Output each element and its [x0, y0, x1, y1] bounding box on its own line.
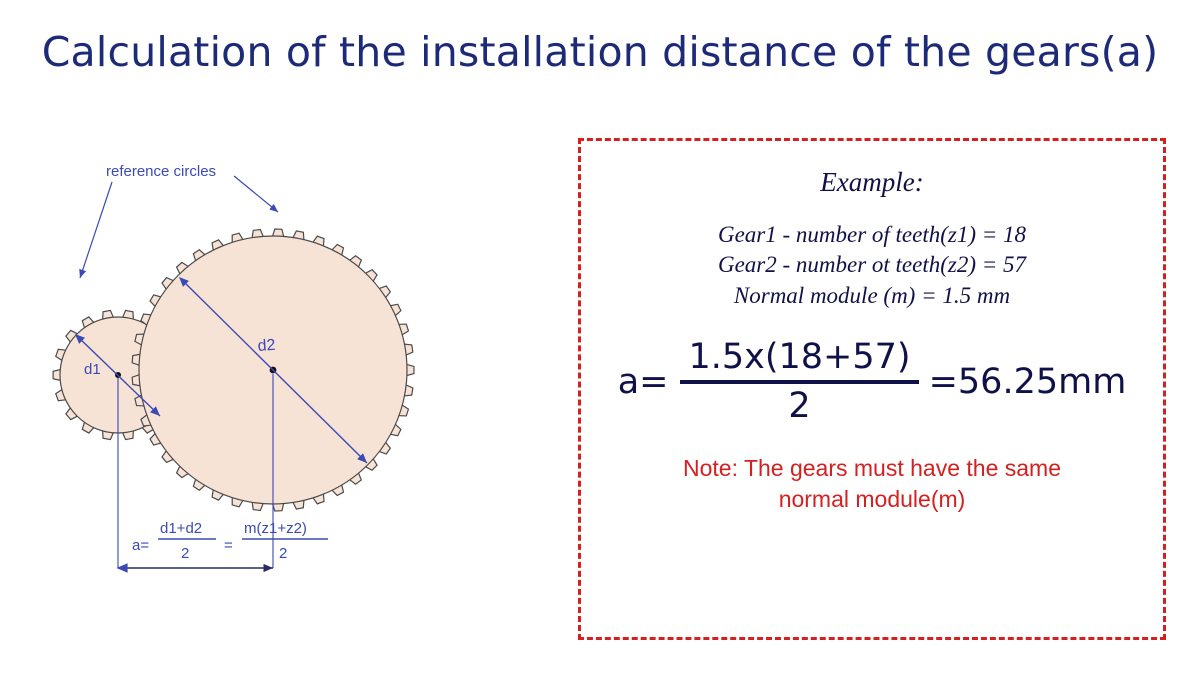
- small-gear-diameter-label: d1: [84, 361, 101, 378]
- given-line-3: Normal module (m) = 1.5 mm: [733, 282, 1011, 308]
- formula-left-label: a=: [617, 362, 669, 403]
- given-line-2: Gear2 - number ot teeth(z2) = 57: [717, 252, 1027, 278]
- bottom-formula: [132, 520, 328, 562]
- given-line-1: Gear1 - number of teeth(z1) = 18: [717, 222, 1027, 247]
- bottom-formula-frac2-num: m(z1+z2): [244, 520, 307, 537]
- page-title: Calculation of the installation distance of the gears(a): [41, 28, 1159, 76]
- note-line-2: normal module(m): [778, 486, 966, 513]
- callout-leader-left: [80, 182, 112, 278]
- gear-diagram-svg: [20, 130, 560, 640]
- result-formula: [581, 337, 1163, 427]
- note-line-1: Note: The gears must have the same: [683, 455, 1061, 482]
- bottom-formula-a-label: a=: [132, 537, 150, 554]
- note-text: [581, 453, 1163, 515]
- bottom-formula-frac1-num: d1+d2: [160, 520, 203, 537]
- formula-fraction: [674, 337, 924, 427]
- bottom-formula-frac2-den: 2: [279, 545, 288, 562]
- formula-denominator: 2: [788, 386, 811, 427]
- bottom-formula-frac1-den: 2: [181, 545, 190, 562]
- example-heading: Example:: [820, 167, 924, 197]
- callout-leader-right: [234, 176, 278, 212]
- formula-result: =56.25mm: [928, 362, 1127, 403]
- large-gear-diameter-label: d2: [257, 336, 277, 355]
- reference-circles-label: reference circles: [106, 163, 217, 180]
- formula-numerator: 1.5x(18+57): [688, 337, 911, 378]
- formula-fraction-bar: [680, 380, 918, 384]
- given-values: [581, 220, 1163, 311]
- bottom-formula-equals: =: [224, 537, 233, 554]
- gear-diagram: [20, 130, 560, 640]
- example-box: [578, 138, 1166, 640]
